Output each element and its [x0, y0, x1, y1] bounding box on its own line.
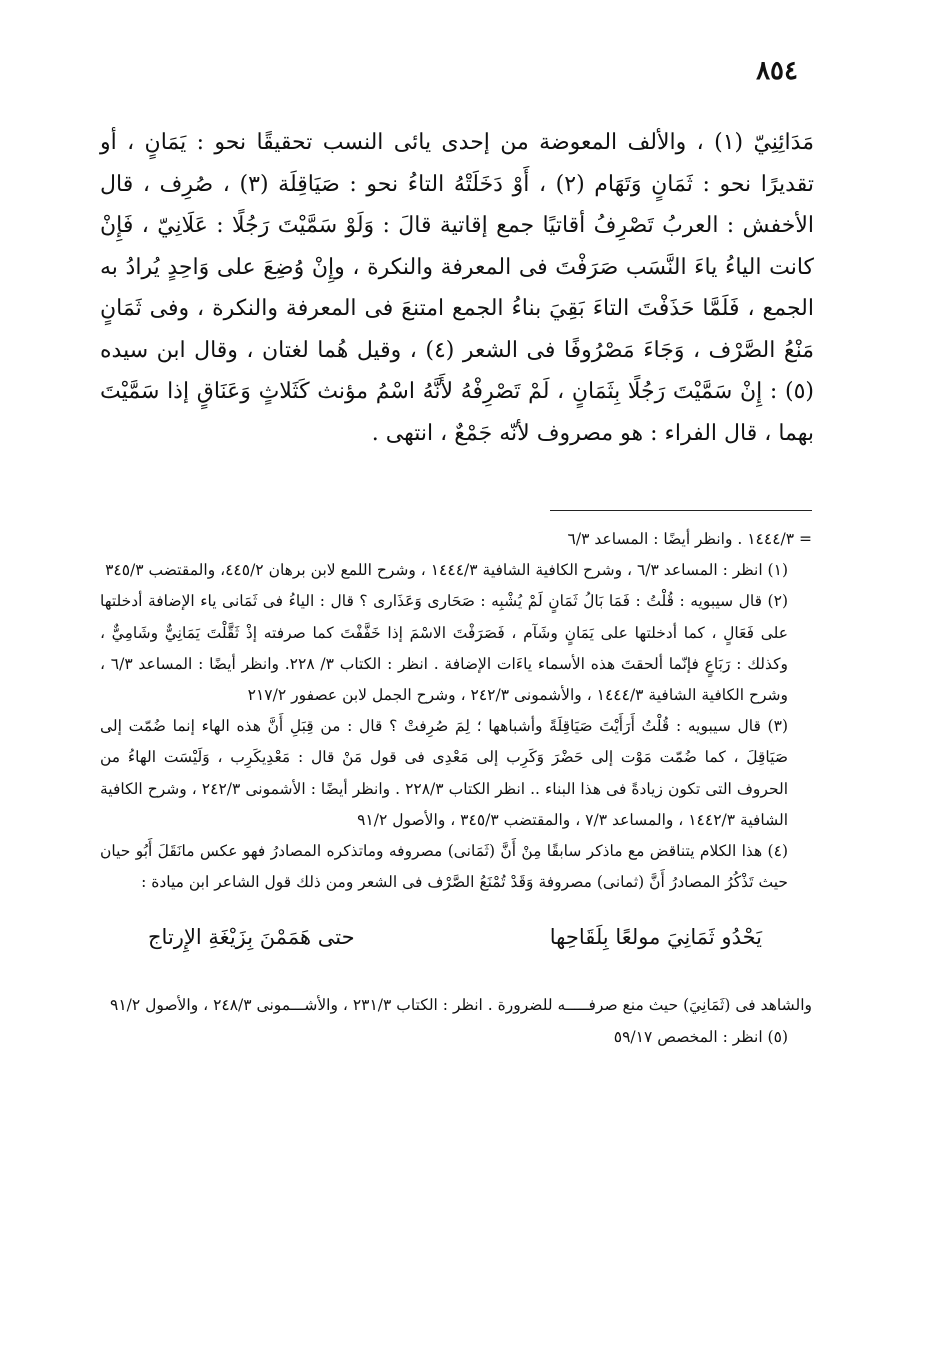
page-number: ٨٥٤: [756, 56, 798, 86]
poem-verse: [100, 898, 812, 990]
footnote-continuation: = ١٤٤٤/٣ . وانظر أيضًا : المساعد ٦/٣: [567, 530, 812, 548]
verse-second-hemistich: حتى هَمَمْنَ بِزَيْغَةِ الإِرتاج: [148, 925, 355, 950]
footnote-5: (٥) انظر : المخصص ٥٩/١٧: [613, 1027, 788, 1046]
footnote-4: (٤) هذا الكلام يتناقض مع ماذكر سابقًا مِنْ أَنَّ (ثَمَانى) مصروفه وماتذكره المصادرُ فهو عكس مانَقَلَ أَبُو حيان حيث تَذْكُرُ المصادرُ أَنَّ (ثمانى) مصروفة وَقَدْ تُمْنَعُ الصَّرْف فى الشعر ومن ذلك قول الشاعر ابن ميادة :: [100, 842, 788, 892]
footnote-1: (١) انظر : المساعد ٦/٣ ، وشرح الكافية الشافية ١٤٤٤/٣ ، وشرح اللمع لابن برهان ٤٤٥/٢، والمقتضب ٣٤٥/٣: [105, 561, 788, 580]
footnote-3: (٣) قال سيبويه : قُلْتُ أَرَأَيْتَ صَيَاقِلَةً وأشباهها ؛ لِمَ صُرِفتْ ؟ قال : من قِبَلِ أَنَّ هذه الهاء إنما ضُمّت إلى صَيَاقِلَ ، كما ضُمّت مَوْت إلى حَضْرَ وَكَرِب إلى مَعْدِى فى قول مَنْ قال : مَعْدِيكَرِب ، وَلَيْسَت الهاءُ من الحروف التى تكون زيادةً فى هذا البناء .. انظر الكتاب ٢٢٨/٣ . وانظر أيضًا : الأشمونى ٢٤٢/٣ ، وشرح الكافية الشافية ١٤٤٢/٣ ، والمساعد ٧/٣ ، والمقتضب ٣٤٥/٣ ، والأصول ٩١/٢: [100, 717, 789, 829]
main-text: [100, 122, 814, 454]
main-paragraph: مَدَائِنِيّ (١) ، والألف المعوضة من إحدى يائى النسب تحقيقًا نحو : يَمَانٍ ، أو تقديرًا نحو : ثَمَانٍ وَتَهَام (٢) ، أَوْ دَخَلَتْهُ التاءُ نحو : صَيَاقِلَة (٣) ، صُرِف ، قال الأخفش : العربُ تَصْرِفُ أقاتيًا جمع إقاتية قالَ : وَلَوْ سَمَّيْتَ رَجُلًا : عَلَانِيّ ، فَإِنْ كانت الياءُ ياءَ النَّسَب صَرَفْتَ فى المعرفة والنكرة ، وإِنْ وُضِعَ على وَاحِدٍ يُرادُ به الجمع ، فَلَمَّا حَذَفْتَ التاءَ بَقِيَ بناءُ الجمع امتنعَ فى المعرفة والنكرة ، وفى ثَمَانٍ مَنْعُ الصَّرْف ، وَجَاءَ مَصْرُوفًا فى الشعر (٤) ، وقيل هُما لغتان ، وقال ابن سيده (٥) : إِنْ سَمَّيْتَ رَجُلًا بِثَمَانٍ ، لَمْ تَصْرِفْهُ لأَنَّهُ اسْمُ مؤنث كَثَلاثٍ وَعَنَاقٍ إذا سَمَّيْتَ بهما ، قال الفراء : هو مصروف لأنّه جَمْعٌ ، انتهى .: [100, 130, 815, 446]
footnote-divider: [550, 510, 812, 511]
footnotes: [100, 524, 812, 1053]
verse-first-hemistich: يَحْدُو ثَمَانِيَ مولعًا بِلَقَاحِها: [549, 925, 762, 950]
footnote-2: (٢) قال سيبويه : قُلْتُ : فَمَا بَالُ ثَمَانٍ لَمْ يُشْبِه : صَحَارى وَعَذَارى ؟ قال : الياءُ فى ثَمَانى ياء الإضافة أدخلتها على فَعَالٍ ، كما أدخلتها على يَمَانٍ وشَآم ، فَصَرَفْتَ الاسْمَ إذا خَفَّفْتَ كما صرفته إذْ ثَقَّلْتَ يَمَانِيٌّ وشَامِيٌّ ، وكذلك : رَبَاعٍ فإنّما ألحقتَ هذه الأسماء ياءَات الإضافة . انظر : الكتاب ٣/ ٢٢٨. وانظر أيضًا : المساعد ٦/٣ ، وشرح الكافية الشافية ١٤٤٤/٣ ، والأشمونى ٢٤٢/٣ ، وشرح الجمل لابن عصفور ٢١٧/٢: [100, 592, 788, 705]
footnote-shahid: والشاهد فى (ثَمَانِيَ) حيث منع صرفـــــه للضرورة . انظر : الكتاب ٢٣١/٣ ، والأشـــمونى ٢٤٨/٣ ، والأصول ٩١/٢: [110, 996, 812, 1015]
